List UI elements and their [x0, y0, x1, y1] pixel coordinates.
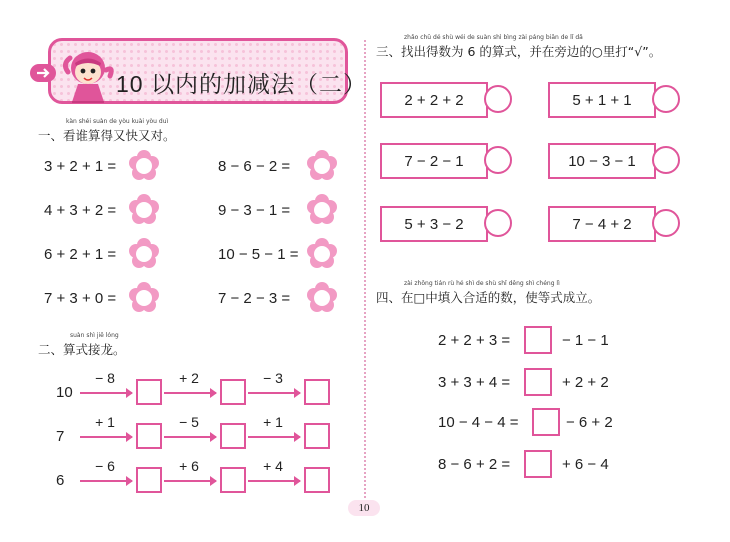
s1-expr-2: 8 − 6 − 2 = [218, 158, 291, 175]
chain-answer-box[interactable] [220, 379, 246, 405]
s3-expr-box-6: 7 − 4 + 2 [548, 206, 656, 242]
chain-answer-box[interactable] [304, 423, 330, 449]
s3-expr-box-4: 10 − 3 − 1 [548, 143, 656, 179]
s1-expr-8: 7 − 2 − 3 = [218, 290, 291, 307]
answer-flower-7[interactable] [128, 281, 160, 313]
check-circle[interactable] [484, 209, 512, 237]
chain-start-3: 6 [56, 472, 65, 489]
chain-arrow [80, 480, 132, 482]
s4-left-2: 3 + 3 + 4 = [438, 374, 511, 391]
s4-left-3: 10 − 4 − 4 = [438, 414, 519, 431]
arrow-icon [30, 64, 56, 82]
chain-arrow [164, 436, 216, 438]
s4-right-4: + 6 − 4 [562, 456, 609, 473]
s4-right-1: − 1 − 1 [562, 332, 609, 349]
answer-flower-4[interactable] [306, 193, 338, 225]
chain-op: + 1 [263, 414, 283, 430]
chain-arrow [80, 392, 132, 394]
section1-pinyin: kàn shéi suàn de yòu kuài yòu duì [66, 118, 169, 125]
s3-expr-box-3: 7 − 2 − 1 [380, 143, 488, 179]
answer-flower-2[interactable] [306, 149, 338, 181]
chain-arrow [248, 392, 300, 394]
s4-right-2: + 2 + 2 [562, 374, 609, 391]
chain-op: + 6 [179, 458, 199, 474]
chain-answer-box[interactable] [220, 467, 246, 493]
chain-answer-box[interactable] [304, 379, 330, 405]
section2-heading: 二、算式接龙。 [38, 342, 126, 357]
check-circle[interactable] [652, 209, 680, 237]
fill-box[interactable] [532, 408, 560, 436]
chain-arrow [248, 436, 300, 438]
chain-arrow [248, 480, 300, 482]
chain-op: − 5 [179, 414, 199, 430]
chain-answer-box[interactable] [136, 423, 162, 449]
chain-answer-box[interactable] [220, 423, 246, 449]
section1-heading: 一、看谁算得又快又对。 [38, 128, 176, 143]
check-circle[interactable] [484, 85, 512, 113]
s4-left-1: 2 + 2 + 3 = [438, 332, 511, 349]
section4-heading: 四、在□中填入合适的数，使等式成立。 [376, 290, 601, 305]
section4-pinyin: zài zhōng tián rù hé shì de shù shǐ děng shì chéng lì [404, 280, 560, 287]
section3-pinyin: zhǎo chū dé shù wéi de suàn shì bìng zài páng biān de lǐ dǎ [404, 34, 583, 41]
check-circle[interactable] [652, 146, 680, 174]
chain-start-1: 10 [56, 384, 73, 401]
section3-heading: 三、找出得数为 6 的算式，并在旁边的○里打“√”。 [376, 44, 662, 59]
chain-answer-box[interactable] [304, 467, 330, 493]
column-divider [364, 40, 366, 510]
s1-expr-6: 10 − 5 − 1 = [218, 246, 299, 263]
page-number: 10 [348, 500, 380, 516]
s1-expr-7: 7 + 3 + 0 = [44, 290, 117, 307]
chain-arrow [164, 392, 216, 394]
s1-expr-1: 3 + 2 + 1 = [44, 158, 117, 175]
girl-mascot-icon [58, 46, 118, 106]
s1-expr-5: 6 + 2 + 1 = [44, 246, 117, 263]
chain-arrow [80, 436, 132, 438]
chain-answer-box[interactable] [136, 379, 162, 405]
fill-box[interactable] [524, 326, 552, 354]
page-title: 10 以内的加减法（二） [116, 71, 367, 97]
s3-expr-box-5: 5 + 3 − 2 [380, 206, 488, 242]
chain-arrow [164, 480, 216, 482]
s3-expr-box-1: 2 + 2 + 2 [380, 82, 488, 118]
chain-op: − 6 [95, 458, 115, 474]
chain-op: − 3 [263, 370, 283, 386]
s1-expr-3: 4 + 3 + 2 = [44, 202, 117, 219]
s3-expr-box-2: 5 + 1 + 1 [548, 82, 656, 118]
section2-pinyin: suàn shì jiē lóng [70, 332, 119, 339]
answer-flower-8[interactable] [306, 281, 338, 313]
check-circle[interactable] [484, 146, 512, 174]
s4-right-3: − 6 + 2 [566, 414, 613, 431]
chain-op: − 8 [95, 370, 115, 386]
chain-start-2: 7 [56, 428, 65, 445]
chain-op: + 1 [95, 414, 115, 430]
fill-box[interactable] [524, 450, 552, 478]
s4-left-4: 8 − 6 + 2 = [438, 456, 511, 473]
answer-flower-1[interactable] [128, 149, 160, 181]
answer-flower-6[interactable] [306, 237, 338, 269]
s1-expr-4: 9 − 3 − 1 = [218, 202, 291, 219]
chain-op: + 2 [179, 370, 199, 386]
answer-flower-3[interactable] [128, 193, 160, 225]
chain-answer-box[interactable] [136, 467, 162, 493]
chain-op: + 4 [263, 458, 283, 474]
answer-flower-5[interactable] [128, 237, 160, 269]
check-circle[interactable] [652, 85, 680, 113]
fill-box[interactable] [524, 368, 552, 396]
